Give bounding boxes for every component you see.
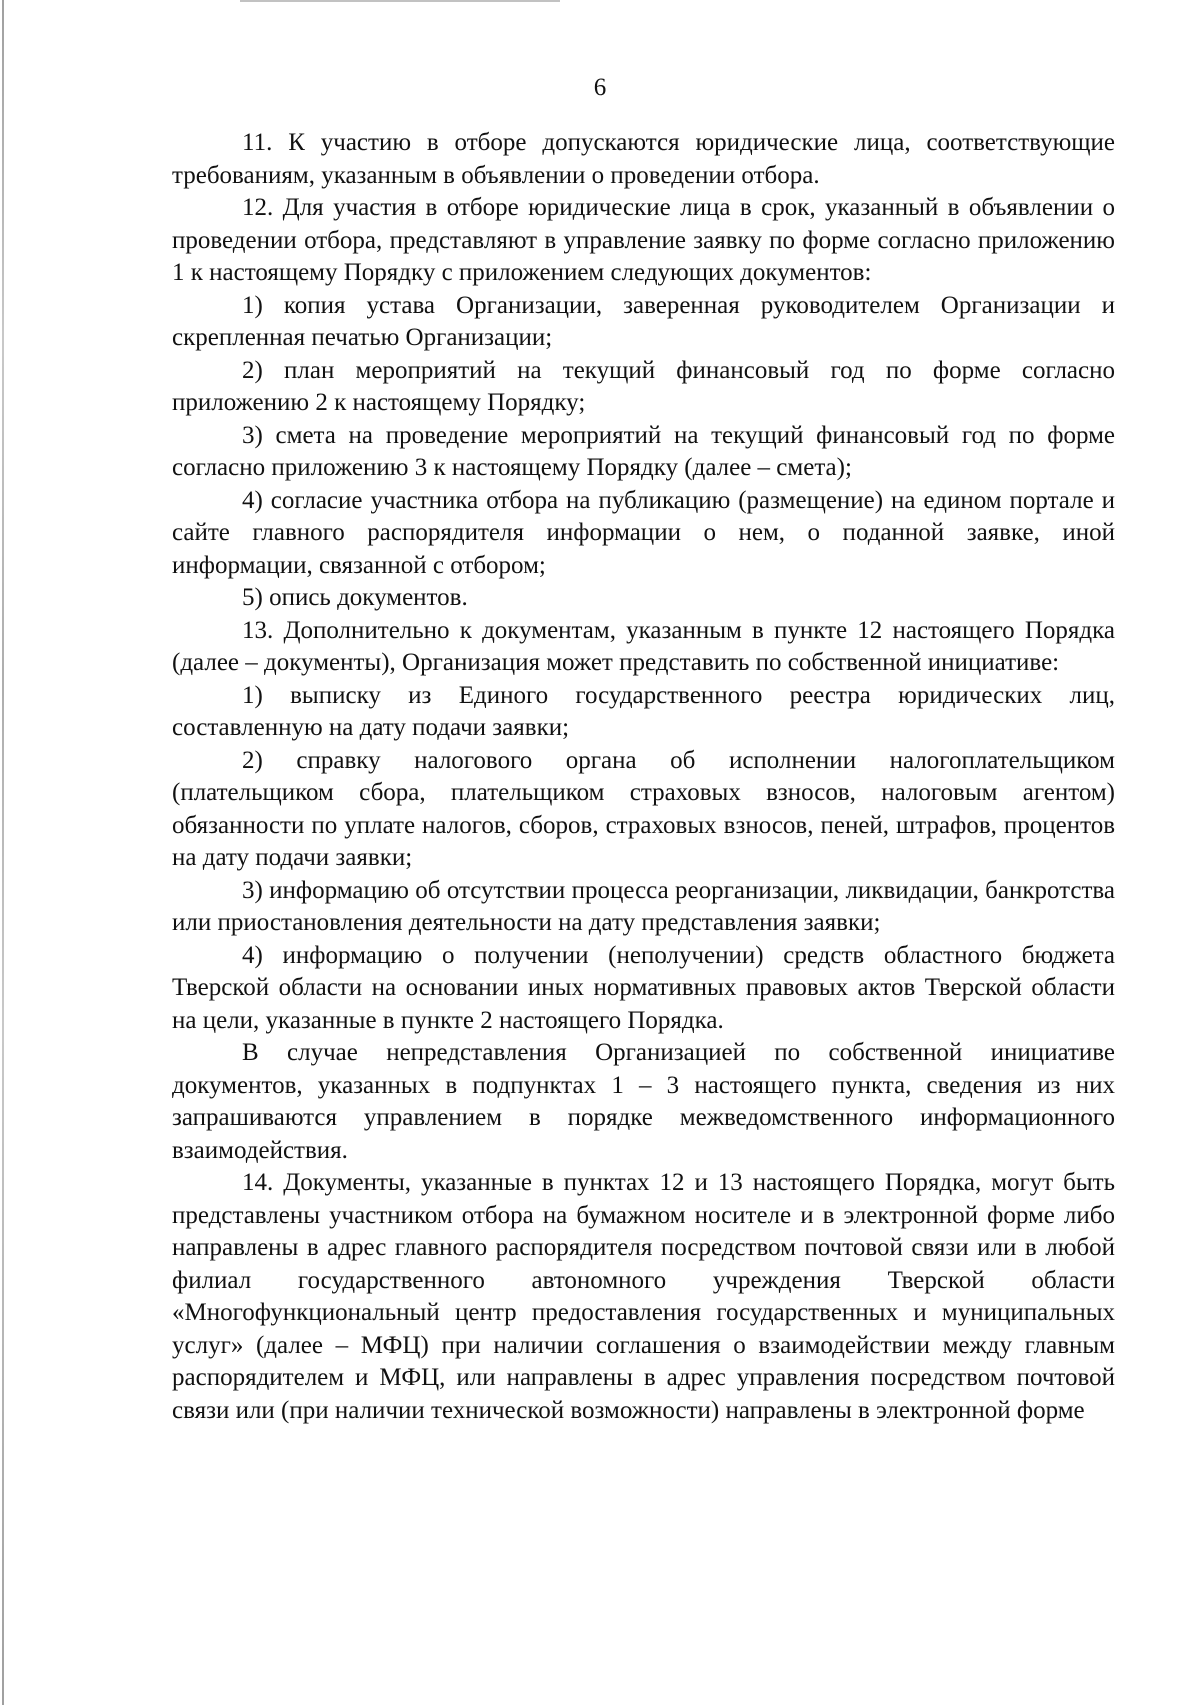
list-item: 2) справку налогового органа об исполнении налогоплательщиком (плательщиком сбора, плательщиком страховых взносов, налоговым агентом) обязанности по уплате налогов, сборов, страховых взносов, пеней, штрафов, процентов на дату подачи заявки; (172, 746, 1115, 871)
scan-edge-top (240, 0, 560, 2)
scan-edge-left (2, 0, 4, 1705)
paragraph-12: 12. Для участия в отборе юридические лица в срок, указанный в объявлении о проведении отбора, представляют в управление заявку по форме согласно приложению 1 к настоящему Порядку с приложением следующих документов: (172, 194, 1115, 286)
document-body (172, 127, 1115, 1427)
list-item: 2) план мероприятий на текущий финансовый год по форме согласно приложению 2 к настоящему Порядку; (172, 356, 1115, 416)
page-number: 6 (593, 74, 607, 101)
paragraph-14: 14. Документы, указанные в пунктах 12 и 13 настоящего Порядка, могут быть представлены участником отбора на бумажном носителе и в электронной форме либо направлены в адрес главного распорядителя посредством почтовой связи или в любой филиал государственного автономного учреждения Тверской области «Многофункциональный центр предоставления государственных и муниципальных услуг» (далее – МФЦ) при наличии соглашения о взаимодействии между главным распорядителем и МФЦ, или направлены в адрес управления посредством почтовой связи или (при наличии технической возможности) направлены в электронной форме (172, 1169, 1115, 1424)
list-item: 4) согласие участника отбора на публикацию (размещение) на едином портале и сайте главного распорядителя информации о нем, о поданной заявке, иной информации, связанной с отбором; (172, 486, 1115, 579)
paragraph-11: 11. К участию в отборе допускаются юридические лица, соответствующие требованиям, указанным в объявлении о проведении отбора. (172, 129, 1115, 189)
list-item: 1) выписку из Единого государственного реестра юридических лиц, составленную на дату подачи заявки; (172, 681, 1115, 741)
paragraph-13: 13. Дополнительно к документам, указанным в пункте 12 настоящего Порядка (далее – документы), Организация может представить по собственной инициативе: (172, 616, 1115, 676)
list-item: 4) информацию о получении (неполучении) средств областного бюджета Тверской области на основании иных нормативных правовых актов Тверской области на цели, указанные в пункте 2 настоящего Порядка. (172, 941, 1115, 1034)
list-item: 3) смета на проведение мероприятий на текущий финансовый год по форме согласно приложению 3 к настоящему Порядку (далее – смета); (172, 421, 1115, 481)
list-item: 3) информацию об отсутствии процесса реорганизации, ликвидации, банкротства или приостановления деятельности на дату представления заявки; (172, 876, 1115, 936)
list-item: 5) опись документов. (242, 584, 468, 611)
list-item: 1) копия устава Организации, заверенная руководителем Организации и скрепленная печатью Организации; (172, 291, 1115, 351)
paragraph-13-note: В случае непредставления Организацией по собственной инициативе документов, указанных в подпунктах 1 – 3 настоящего пункта, сведения из них запрашиваются управлением в порядке межведомственного информационного взаимодействия. (172, 1039, 1115, 1164)
